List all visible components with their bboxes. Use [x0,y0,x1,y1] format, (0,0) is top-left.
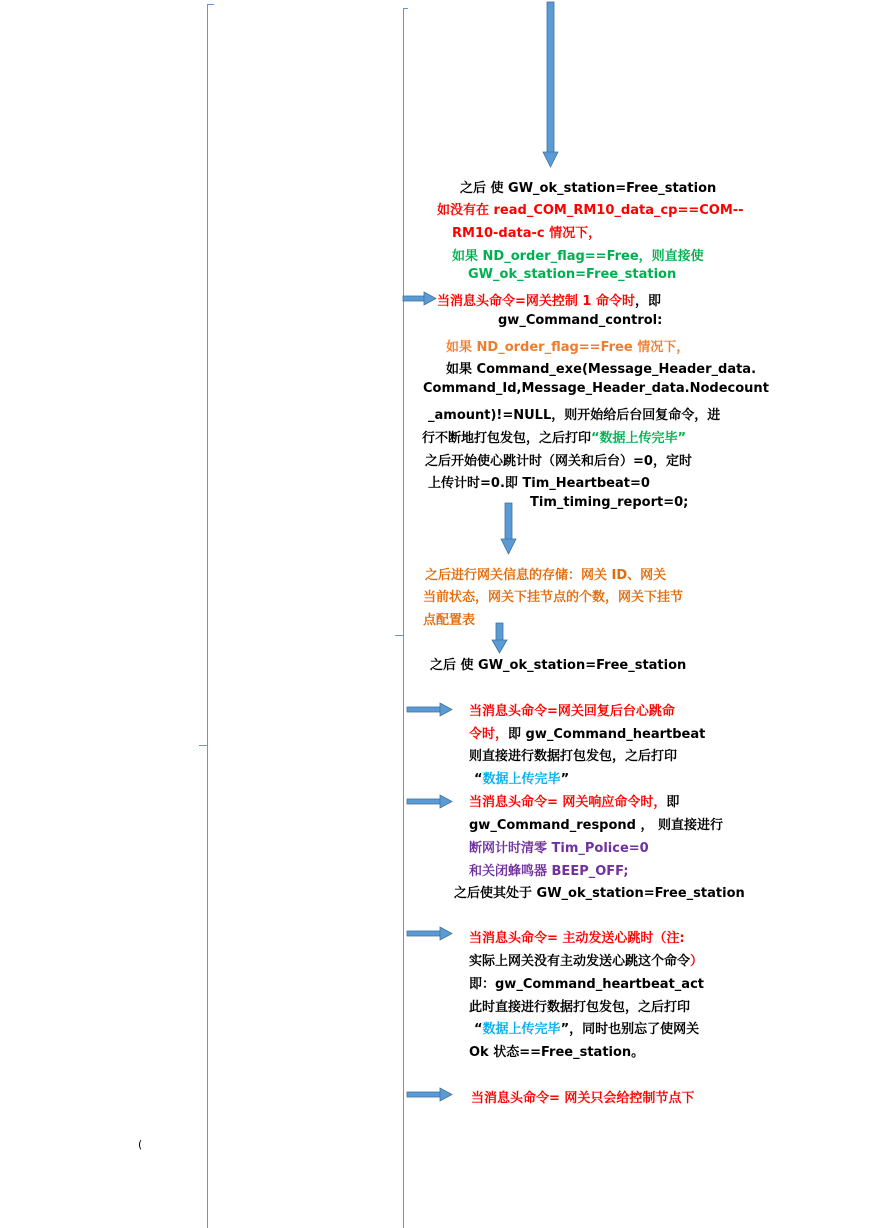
right-bracket-top-tick [403,8,408,9]
step-set-free-station: 之后 使 GW_ok_station=Free_station [460,181,717,196]
right-bracket-line [403,8,404,1228]
right-bracket-mid-tick [395,635,404,636]
active-heartbeat-upload [474,1018,699,1037]
right-arrow-icon [407,795,453,809]
heartbeat-reply-heading: 当消息头命令=网关回复后台心跳命 [469,704,675,719]
active-heartbeat-note-text: 实际上网关没有主动发送心跳这个命令 [469,954,691,969]
left-bracket-line [207,4,208,1228]
gateway-control-heading-text: 当消息头命令=网关控制 1 命令时 [437,294,635,309]
upload-done-text: “数据上传完毕” [591,431,687,446]
quote-open: “ [474,772,483,787]
gateway-control-line: 如果 Command_exe(Message_Header_data. [446,362,757,377]
gateway-control-line: Command_Id,Message_Header_data.Nodecount [423,381,769,396]
gateway-control-heading-tail: ，即 [635,294,662,309]
right-arrow-icon [403,292,437,306]
right-arrow-icon [407,927,453,941]
gateway-control-heading [437,290,661,309]
left-bracket-top-tick [207,4,214,5]
down-arrow-icon [543,2,559,168]
condition-nd-order-flag-cont: GW_ok_station=Free_station [468,267,677,282]
left-bracket-mid-tick [199,745,208,746]
gateway-control-line-text: 行不断地打包发包，之后打印 [422,431,592,446]
active-heartbeat-heading: 当消息头命令= 主动发送心跳时（注: [469,931,685,946]
condition-com-rm10: 如没有在 read_COM_RM10_data_cp==COM-- [437,203,744,218]
gateway-info-storage: 点配置表 [423,613,476,628]
quote-open: “ [474,1022,483,1037]
right-arrow-icon [407,703,453,717]
step-set-free-station: 之后使其处于 GW_ok_station=Free_station [454,886,745,901]
down-arrow-icon [492,623,508,654]
respond-line: 断网计时清零 Tim_Police=0 [469,841,649,856]
heartbeat-reply-upload [474,768,569,787]
paren-mark: ( [138,1138,143,1151]
active-heartbeat-note [469,950,703,969]
control-node-heading: 当消息头命令= 网关只会给控制节点下 [471,1091,695,1106]
respond-line: gw_Command_respond ， 则直接进行 [469,818,724,833]
condition-com-rm10-cont: RM10-data-c 情况下， [452,226,602,241]
gateway-control-condition: 如果 ND_order_flag==Free 情况下， [446,340,690,355]
down-arrow-icon [501,503,517,555]
gateway-control-line: 上传计时=0.即 Tim_Heartbeat=0 [428,476,650,491]
quote-close: ” [560,772,570,787]
active-heartbeat-line: Ok 状态==Free_station。 [469,1045,645,1060]
step-set-free-station: 之后 使 GW_ok_station=Free_station [430,658,687,673]
respond-heading-tail: 即 [666,795,680,810]
gateway-control-cmd: gw_Command_control: [498,313,663,328]
right-arrow-icon [407,1088,453,1102]
respond-line: 和关闭蜂鸣器 BEEP_OFF; [469,864,629,879]
condition-nd-order-flag: 如果 ND_order_flag==Free，则直接使 [452,249,704,264]
active-heartbeat-line: 此时直接进行数据打包发包，之后打印 [469,1000,691,1015]
gateway-control-line: _amount)!=NULL，则开始给后台回复命令，进 [428,408,721,423]
gateway-control-line: 之后开始使心跳计时（网关和后台）=0，定时 [425,454,692,469]
gateway-control-line: Tim_timing_report=0; [530,495,689,510]
respond-heading [469,791,679,810]
upload-done-text: 数据上传完毕 [482,772,561,787]
active-heartbeat-note-paren: ） [690,954,704,969]
upload-done-text: 数据上传完毕 [482,1022,561,1037]
respond-heading-text: 当消息头命令= 网关响应命令时， [469,795,667,810]
gateway-info-storage: 当前状态，网关下挂节点的个数，网关下挂节 [423,590,684,605]
heartbeat-reply-cmd [469,723,705,742]
active-heartbeat-cmd: 即：gw_Command_heartbeat_act [469,977,704,992]
gateway-control-line [422,427,686,446]
heartbeat-reply-line: 则直接进行数据打包发包，之后打印 [469,749,678,764]
heartbeat-reply-cmd-text: 即 gw_Command_heartbeat [508,727,706,742]
heartbeat-reply-cmd-head: 令时， [469,727,509,742]
gateway-info-storage: 之后进行网关信息的存储：网关 ID、网关 [425,568,667,583]
active-heartbeat-upload-tail: ”，同时也别忘了使网关 [560,1022,700,1037]
